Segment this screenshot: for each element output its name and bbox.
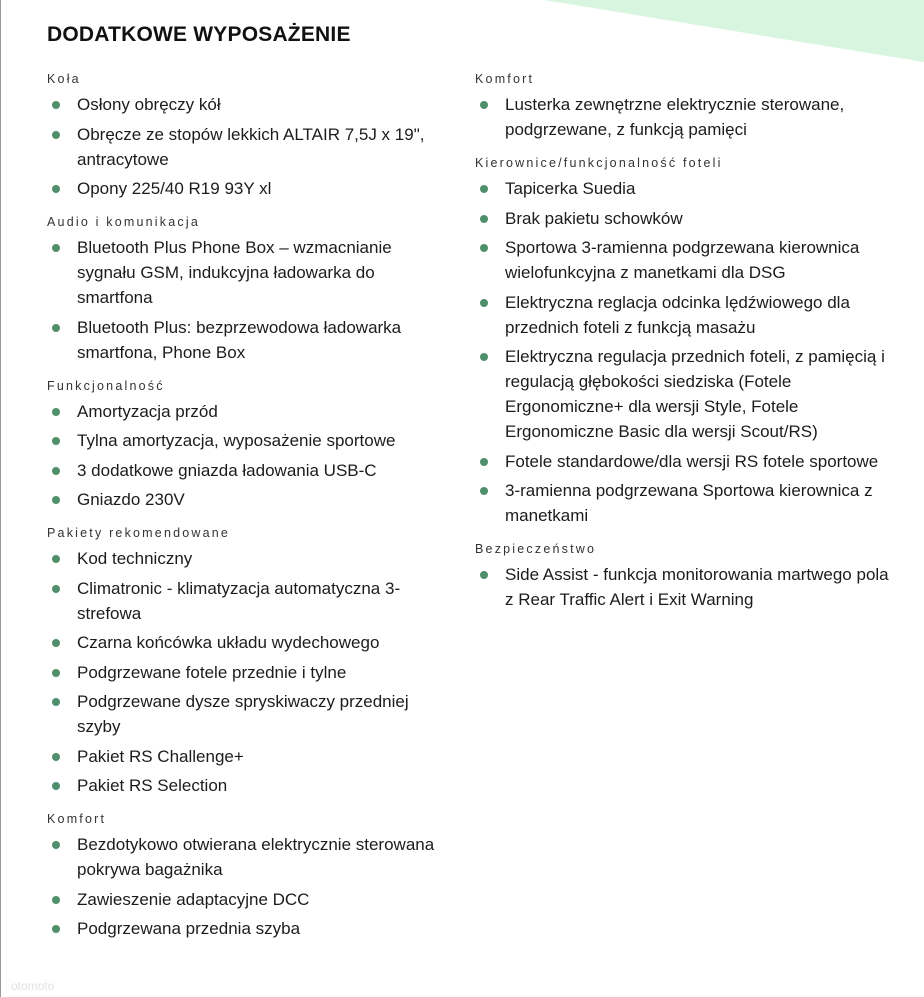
list-item-text: Sportowa 3-ramienna podgrzewana kierownica wielofunkcyjna z manetkami dla DSG	[505, 238, 860, 282]
list-item-text: Podgrzewane dysze spryskiwaczy przedniej szyby	[77, 692, 409, 736]
feature-list	[47, 399, 447, 513]
list-item-text: Kod techniczny	[77, 549, 193, 568]
bullet-icon	[52, 925, 60, 933]
list-item	[475, 92, 895, 142]
list-item-text: Bezdotykowo otwierana elektrycznie sterowana pokrywa bagażnika	[77, 835, 435, 879]
list-item	[475, 449, 895, 474]
list-item-text: Tapicerka Suedia	[505, 179, 636, 198]
feature-list	[475, 92, 895, 142]
list-item	[47, 916, 447, 941]
list-item	[475, 344, 895, 444]
right-column	[475, 69, 895, 623]
list-item-text: 3 dodatkowe gniazda ładowania USB-C	[77, 460, 377, 480]
list-item-text: Lusterka zewnętrzne elektrycznie sterowane, podgrzewane, z funkcją pamięci	[505, 95, 845, 139]
bullet-icon	[480, 487, 488, 495]
bullet-icon	[480, 458, 488, 466]
bullet-icon	[480, 299, 488, 307]
bullet-icon	[52, 639, 60, 647]
list-item	[475, 562, 895, 612]
list-item-text: Tylna amortyzacja, wyposażenie sportowe	[77, 431, 396, 450]
bullet-icon	[480, 185, 488, 193]
list-item-text: Fotele standardowe/dla wersji RS fotele sportowe	[505, 451, 879, 471]
left-column	[47, 69, 447, 952]
list-item	[47, 315, 447, 365]
bullet-icon	[52, 585, 60, 593]
section-label-komfort: Komfort	[475, 72, 535, 86]
feature-list	[47, 546, 447, 798]
list-item	[47, 428, 447, 453]
bullet-icon	[52, 437, 60, 445]
bullet-icon	[480, 215, 488, 223]
list-item	[47, 660, 447, 685]
list-item	[475, 176, 895, 201]
bullet-icon	[52, 698, 60, 706]
list-item	[47, 689, 447, 739]
bullet-icon	[480, 101, 488, 109]
bullet-icon	[52, 896, 60, 904]
section-label-kola: Koła	[47, 72, 81, 86]
bullet-icon	[52, 244, 60, 252]
list-item-text: Podgrzewane fotele przednie i tylne	[77, 662, 347, 682]
list-item-text: Pakiet RS Selection	[77, 776, 228, 795]
list-item-text: Bluetooth Plus: bezprzewodowa ładowarka smartfona, Phone Box	[77, 317, 402, 362]
list-item	[47, 887, 447, 912]
list-item	[47, 122, 447, 172]
list-item-text: Obręcze ze stopów lekkich ALTAIR 7,5J x 19", antracytowe	[77, 124, 425, 169]
list-item	[47, 176, 447, 201]
watermark: otomoto	[11, 979, 55, 993]
list-item	[47, 773, 447, 798]
bullet-icon	[52, 324, 60, 332]
list-item	[47, 832, 447, 882]
list-item	[47, 458, 447, 483]
list-item-text: Elektryczna regulacja przednich foteli, z pamięcią i regulacją głębokości siedziska (Fotele Ergonomiczne+ dla wersji Style, Fotele Ergonomiczne Basic dla wersji Scout/RS)	[505, 347, 885, 441]
bullet-icon	[52, 782, 60, 790]
section-label-komfort: Komfort	[47, 812, 107, 826]
list-item-text: Brak pakietu schowków	[505, 208, 683, 228]
list-item	[47, 235, 447, 310]
list-item	[475, 290, 895, 340]
feature-list	[47, 92, 447, 201]
list-item-text: Opony 225/40 R19 93Y xl	[77, 179, 272, 198]
section-label-pakiety-rekomendowane: Pakiety rekomendowane	[47, 526, 231, 540]
bullet-icon	[52, 753, 60, 761]
bullet-icon	[480, 244, 488, 252]
list-item-text: Podgrzewana przednia szyba	[77, 919, 301, 938]
list-item-text: Gniazdo 230V	[77, 490, 185, 509]
bullet-icon	[480, 571, 488, 579]
section-label-audio-i-komunikacja: Audio i komunikacja	[47, 215, 200, 229]
list-item-text: Bluetooth Plus Phone Box – wzmacnianie sygnału GSM, indukcyjna ładowarka do smartfona	[77, 238, 392, 307]
list-item	[475, 478, 895, 528]
list-item-text: Czarna końcówka układu wydechowego	[77, 633, 380, 652]
bullet-icon	[52, 185, 60, 193]
feature-list	[475, 562, 895, 612]
list-item	[47, 630, 447, 655]
list-item-text: Pakiet RS Challenge+	[77, 746, 244, 766]
feature-list	[47, 832, 447, 941]
bullet-icon	[52, 669, 60, 677]
list-item	[47, 576, 447, 626]
list-item-text: Zawieszenie adaptacyjne DCC	[77, 889, 310, 909]
list-item-text: Osłony obręczy kół	[77, 95, 221, 114]
list-item-text: Elektryczna reglacja odcinka lędźwiowego dla przednich foteli z funkcją masażu	[505, 292, 850, 337]
list-item	[47, 92, 447, 117]
list-item-text: Climatronic - klimatyzacja automatyczna 3-strefowa	[77, 578, 401, 623]
bullet-icon	[480, 353, 488, 361]
feature-list	[475, 176, 895, 528]
list-item	[475, 235, 895, 285]
bullet-icon	[52, 841, 60, 849]
list-item	[47, 546, 447, 571]
feature-list	[47, 235, 447, 365]
list-item-text: Side Assist - funkcja monitorowania martwego pola z Rear Traffic Alert i Exit Warning	[505, 565, 889, 609]
bullet-icon	[52, 408, 60, 416]
list-item-text: 3-ramienna podgrzewana Sportowa kierownica z manetkami	[505, 481, 873, 525]
section-label-funkcjonalnosc: Funkcjonalność	[47, 378, 165, 393]
accent-shape	[544, 0, 924, 62]
page-title: DODATKOWE WYPOSAŻENIE	[47, 23, 351, 46]
bullet-icon	[52, 555, 60, 563]
bullet-icon	[52, 101, 60, 109]
list-item	[47, 487, 447, 512]
list-item	[475, 206, 895, 231]
list-item	[47, 399, 447, 424]
bullet-icon	[52, 467, 60, 475]
bullet-icon	[52, 496, 60, 504]
section-label-kierownice-funkcjonalnosc-foteli: Kierownice/funkcjonalność foteli	[475, 156, 723, 170]
list-item-text: Amortyzacja przód	[77, 401, 218, 421]
section-label-bezpieczenstwo: Bezpieczeństwo	[475, 542, 597, 556]
list-item	[47, 744, 447, 769]
bullet-icon	[52, 131, 60, 139]
